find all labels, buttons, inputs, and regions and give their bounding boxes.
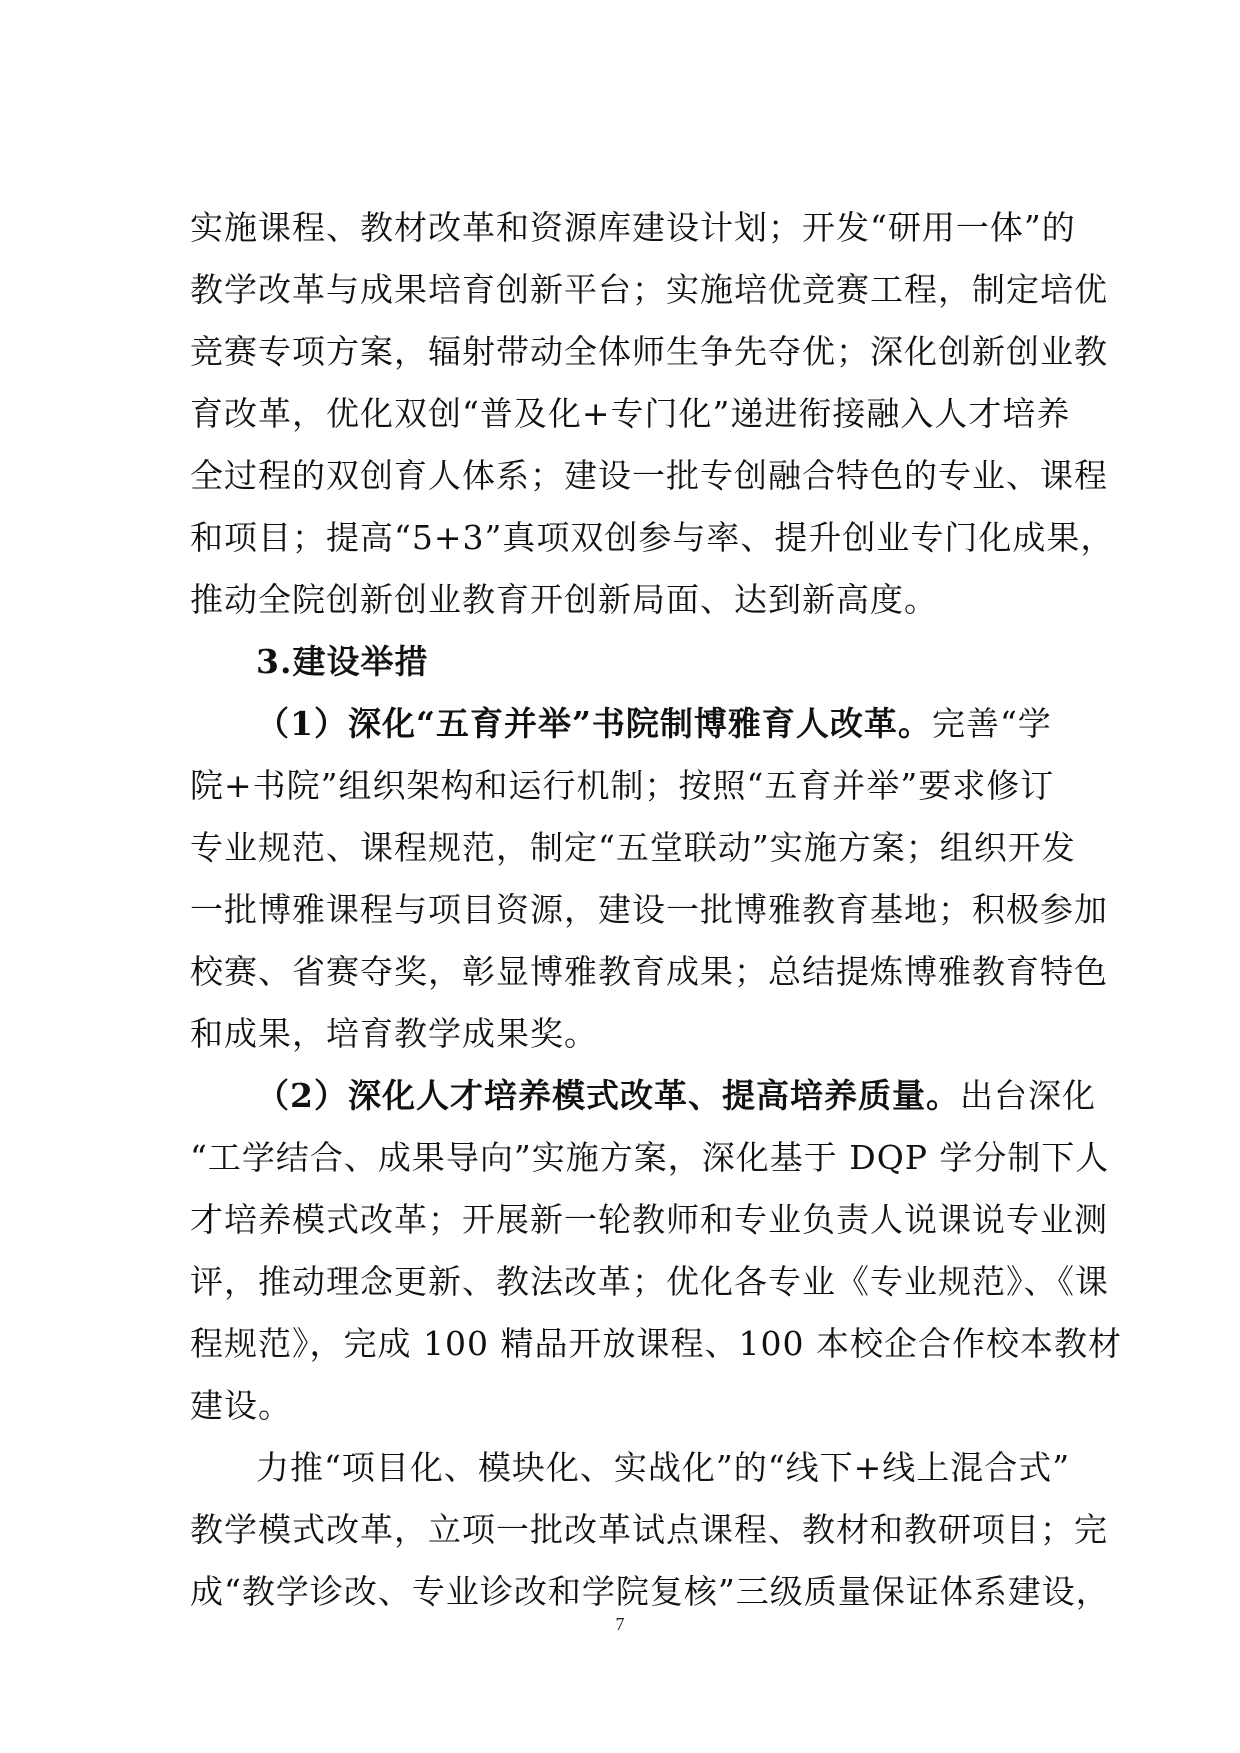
item-2-title: （2）深化人才培养模式改革、提高培养质量。 bbox=[256, 1076, 960, 1115]
paragraph-line: 一批博雅课程与项目资源，建设一批博雅教育基地；积极参加 bbox=[190, 890, 1108, 929]
paragraph-line: 和成果，培育教学成果奖。 bbox=[190, 1014, 598, 1053]
paragraph-line: 程规范》，完成 100 精品开放课程、100 本校企合作校本教材 bbox=[190, 1324, 1122, 1363]
item-2-first-line-rest: 出台深化 bbox=[959, 1076, 1096, 1115]
paragraph-line: 才培养模式改革；开展新一轮教师和专业负责人说课说专业测 bbox=[190, 1200, 1108, 1239]
page-number: 7 bbox=[615, 1614, 625, 1634]
section-heading: 3.建设举措 bbox=[256, 642, 429, 681]
paragraph-line: 教学模式改革，立项一批改革试点课程、教材和教研项目；完 bbox=[190, 1510, 1108, 1549]
document-body bbox=[190, 197, 1122, 1623]
paragraph-line: 推动全院创新创业教育开创新局面、达到新高度。 bbox=[190, 580, 938, 619]
paragraph-line: 育改革，优化双创“普及化+专门化”递进衔接融入人才培养 bbox=[190, 394, 1071, 433]
paragraph-line: 校赛、省赛夺奖，彰显博雅教育成果；总结提炼博雅教育特色 bbox=[190, 952, 1108, 991]
item-1-first-line bbox=[190, 693, 1050, 755]
paragraph-line: 评，推动理念更新、教法改革；优化各专业《专业规范》、《课 bbox=[190, 1262, 1109, 1301]
paragraph-line: “工学结合、成果导向”实施方案，深化基于 DQP 学分制下人 bbox=[190, 1138, 1110, 1177]
item-2-first-line bbox=[190, 1065, 1096, 1127]
paragraph-line: 和项目；提高“5+3”真项双创参与率、提升创业专门化成果， bbox=[190, 518, 1115, 557]
paragraph-line: 力推“项目化、模块化、实战化”的“线下+线上混合式” bbox=[256, 1448, 1071, 1487]
paragraph-line: 实施课程、教材改革和资源库建设计划；开发“研用一体”的 bbox=[190, 208, 1076, 247]
paragraph-line: 全过程的双创育人体系；建设一批专创融合特色的专业、课程 bbox=[190, 456, 1108, 495]
paragraph-line: 成“教学诊改、专业诊改和学院复核”三级质量保证体系建设， bbox=[190, 1572, 1110, 1611]
item-1-title: （1）深化“五育并举”书院制博雅育人改革。 bbox=[256, 704, 932, 743]
paragraph-line: 院+书院”组织架构和运行机制；按照“五育并举”要求修订 bbox=[190, 766, 1055, 805]
item-1-first-line-rest: 完善“学 bbox=[931, 704, 1052, 743]
paragraph-line: 竞赛专项方案，辐射带动全体师生争先夺优；深化创新创业教 bbox=[190, 332, 1108, 371]
paragraph-line: 建设。 bbox=[190, 1386, 292, 1425]
paragraph-line: 专业规范、课程规范，制定“五堂联动”实施方案；组织开发 bbox=[190, 828, 1076, 867]
paragraph-line: 教学改革与成果培育创新平台；实施培优竞赛工程，制定培优 bbox=[190, 270, 1108, 309]
